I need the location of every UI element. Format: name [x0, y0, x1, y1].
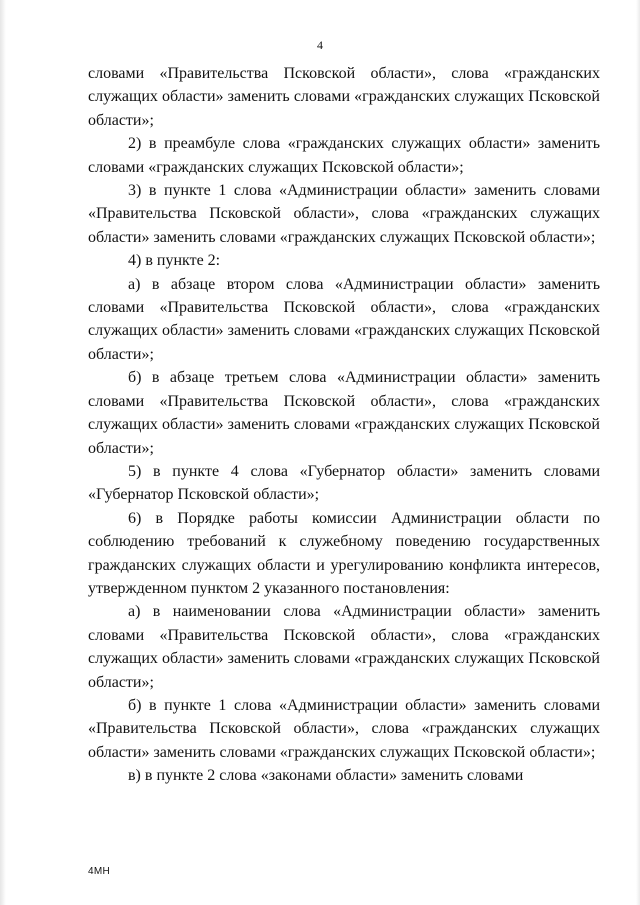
paragraph-item-5: 5) в пункте 4 слова «Губернатор области» заменить словами «Губернатор Псковской области»; [88, 462, 600, 504]
page-number: 4 [317, 38, 323, 52]
paragraph-item-6: 6) в Порядке работы комиссии Администрации области по соблюдению требований к служебному поведению государственных гражданских служащих области и урегулированию конфликта интересов, утвержденном пунктом 2 указанного постановления: [88, 509, 600, 597]
paragraph-item-6c: в) в пункте 2 слова «законами области» заменить словами [128, 767, 524, 785]
paragraph-item-4: 4) в пункте 2: [128, 252, 221, 270]
paragraph-item-4b: б) в абзаце третьем слова «Администрации области» заменить словами «Правительства Псковской области», слова «гражданских служащих области» заменить словами «гражданских служащих Псковской области»; [88, 369, 600, 457]
paragraph-item-2: 2) в преамбуле слова «гражданских служащих области» заменить словами «гражданских служащих Псковской области»; [88, 135, 600, 176]
scan-edge-right [636, 0, 640, 905]
paragraph-item-4a: а) в абзаце втором слова «Администрации области» заменить словами «Правительства Псковской области», слова «гражданских служащих области» заменить словами «гражданских служащих Псковской области»; [88, 275, 600, 363]
document-body [88, 62, 600, 788]
scan-edge-left [0, 0, 6, 905]
footer-code: 4МН [88, 866, 111, 877]
paragraph-item-3: 3) в пункте 1 слова «Администрации области» заменить словами «Правительства Псковской области», слова «гражданских служащих области» заменить словами «гражданских служащих Псковской области»; [88, 182, 600, 246]
paragraph-item-6b: б) в пункте 1 слова «Администрации области» заменить словами «Правительства Псковской области», слова «гражданских служащих области» заменить словами «гражданских служащих Псковской области»; [88, 696, 600, 761]
paragraph-continuation: словами «Правительства Псковской области», слова «гражданских служащих области» заменить словами «гражданских служащих Псковской области»; [88, 65, 600, 129]
paragraph-item-6a: а) в наименовании слова «Администрации области» заменить словами «Правительства Псковской области», слова «гражданских служащих области» заменить словами «гражданских служащих Псковской области»; [88, 603, 600, 691]
